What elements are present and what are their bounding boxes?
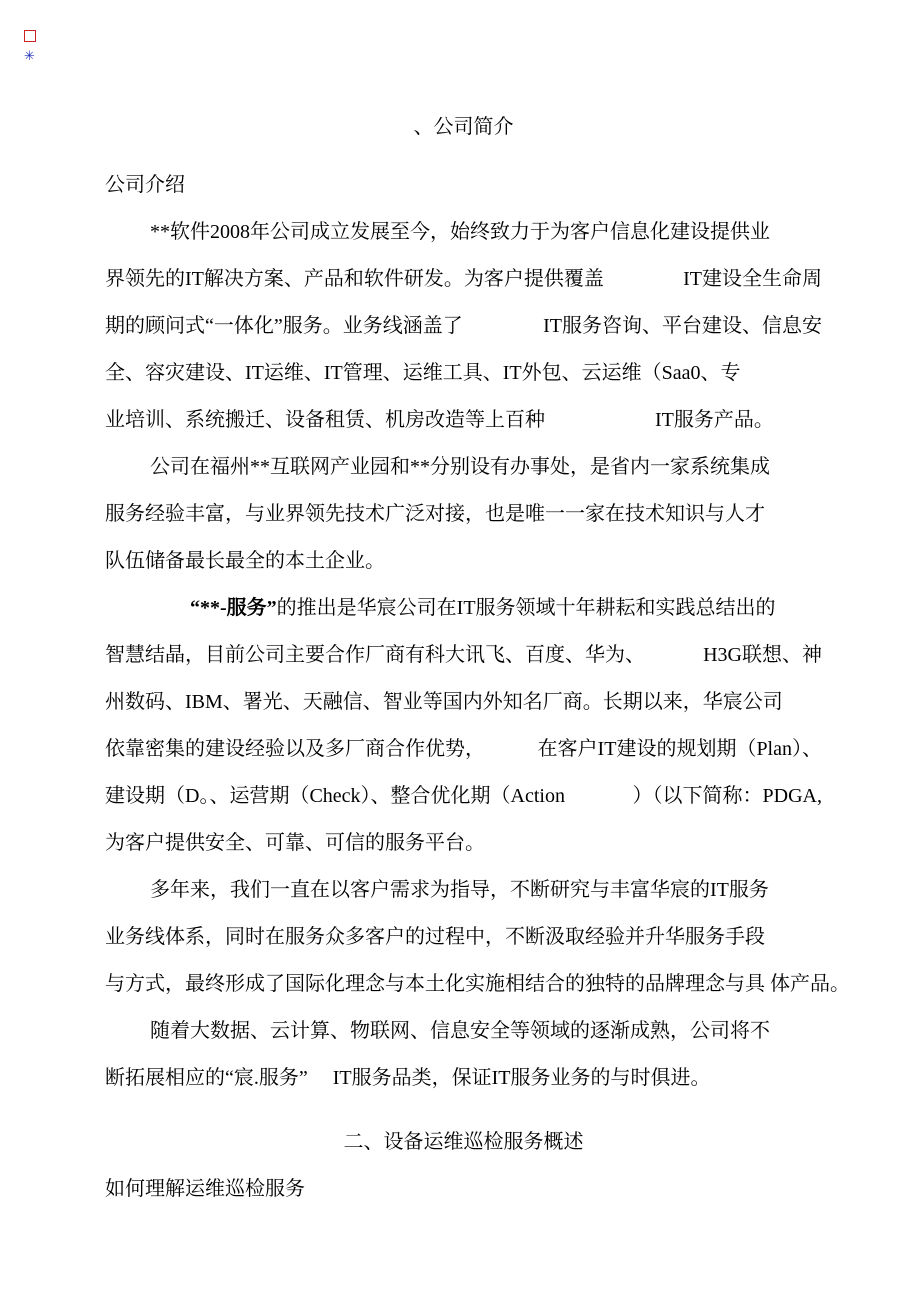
text-segment: 建设期（D。、运营期（Check）、整合优化期（Action xyxy=(105,785,565,807)
document-body xyxy=(105,113,850,1222)
text-segment: 业务线体系，同时在服务众多客户的过程中，不断汲取经验并升华服务手段 xyxy=(105,926,765,948)
text-segment: 服务经验丰富，与业界领先技术广泛对接，也是唯一一家在技术知识与人才 xyxy=(105,503,765,525)
doc-line xyxy=(105,500,822,547)
text-segment: 界领先的IT解决方案、产品和软件研发。为客户提供覆盖 xyxy=(105,268,604,290)
doc-line xyxy=(105,829,822,876)
text-segment: 二、设备运维巡检服务概述 xyxy=(343,1131,584,1153)
text-segment: 随着大数据、云计算、物联网、信息安全等领域的逐渐成熟，公司将不 xyxy=(150,1020,770,1042)
text-segment: 全、容灾建设、IT运维、IT管理、运维工具、IT外包、云运维（Saa0、专 xyxy=(105,362,741,384)
subheading-company-intro xyxy=(105,171,822,218)
text-segment: 断拓展相应的 xyxy=(105,1067,225,1089)
text-segment: **软件2008年公司成立发展至今，始终致力于为客户信息化建设提供业 xyxy=(150,221,770,243)
text-gap xyxy=(485,735,538,782)
text-gap xyxy=(645,641,703,688)
text-segment: “**-服务” xyxy=(190,597,277,619)
text-segment: 、公司简介 xyxy=(413,116,514,138)
doc-line xyxy=(105,453,822,500)
text-segment: IT服务品类，保证IT服务业务的与时俱进。 xyxy=(332,1067,711,1089)
doc-line xyxy=(105,1017,822,1064)
doc-line xyxy=(105,1064,822,1111)
text-segment: IT服务产品。 xyxy=(655,409,774,431)
doc-line xyxy=(105,218,822,265)
text-segment: 州数码、IBM、署光、天融信、智业等国内外知名厂商。长期以来，华宸公司 xyxy=(105,691,783,713)
doc-line xyxy=(105,547,822,594)
doc-line xyxy=(105,312,822,359)
doc-line xyxy=(105,265,822,312)
text-gap xyxy=(308,1083,333,1084)
text-segment: 智慧结晶，目前公司主要合作厂商有科大讯飞、百度、华为、 xyxy=(105,644,645,666)
text-segment: 期的顾问式“一体化”服务。业务线涵盖了 xyxy=(105,315,463,337)
text-segment: H3G联想、神 xyxy=(703,644,822,666)
doc-line xyxy=(105,782,822,829)
text-gap xyxy=(463,312,543,359)
text-gap xyxy=(545,425,655,426)
text-segment: 如何理解运维巡检服务 xyxy=(105,1178,305,1200)
text-segment: 的推出是华宸公司在IT服务领域十年耕耘和实践总结出的 xyxy=(276,597,776,619)
doc-line xyxy=(105,923,822,970)
doc-line xyxy=(105,359,822,406)
text-segment: 业培训、系统搬迁、设备租赁、机房改造等上百种 xyxy=(105,409,545,431)
text-segment: 依靠密集的建设经验以及多厂商合作优势， xyxy=(105,738,485,760)
text-gap xyxy=(604,265,683,312)
doc-line xyxy=(105,406,822,453)
doc-line xyxy=(105,688,822,735)
doc-line xyxy=(105,970,850,1017)
text-segment: 在客户IT建设的规划期（Plan）、 xyxy=(537,738,822,760)
doc-line xyxy=(105,735,822,782)
doc-line xyxy=(105,876,822,923)
section-heading-1 xyxy=(105,113,822,160)
text-segment: “宸.服务” xyxy=(225,1067,308,1089)
scribble-icon: ✳ xyxy=(24,49,35,64)
text-segment: 公司介绍 xyxy=(105,174,185,196)
subheading-inspection xyxy=(105,1175,822,1222)
text-gap xyxy=(565,782,633,829)
text-segment: 队伍储备最长最全的本土企业。 xyxy=(105,550,385,572)
missing-image-placeholder xyxy=(24,30,40,78)
text-segment: 多年来，我们一直在以客户需求为指导，不断研究与丰富华宸的IT服务 xyxy=(150,879,769,901)
section-heading-2 xyxy=(105,1128,822,1175)
doc-line xyxy=(105,641,822,688)
text-segment: IT服务咨询、平台建设、信息安 xyxy=(543,315,822,337)
text-segment: 与方式，最终形成了国际化理念与本土化实施相结合的独特的品牌理念与具 体产品。 xyxy=(105,973,850,995)
broken-image-icon xyxy=(24,30,36,42)
text-segment: ）（以下简称：PDGA, xyxy=(632,785,822,807)
text-segment: IT建设全生命周 xyxy=(683,268,822,290)
text-segment: 为客户提供安全、可靠、可信的服务平台。 xyxy=(105,832,485,854)
doc-line xyxy=(105,594,822,641)
text-segment: 公司在福州**互联网产业园和**分别设有办事处，是省内一家系统集成 xyxy=(150,456,770,478)
